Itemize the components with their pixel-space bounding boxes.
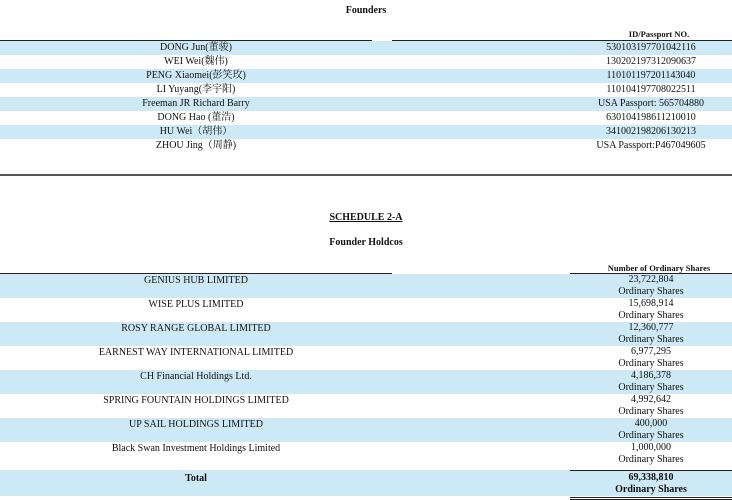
- shares-header: Number of Ordinary Shares: [607, 263, 711, 273]
- founder-name: LI Yuyang(李宇阳): [156, 84, 236, 95]
- founders-title: Founders: [345, 5, 387, 16]
- holdco-name: CH Financial Holdings Ltd.: [140, 371, 252, 382]
- holdco-unit: Ordinary Shares: [618, 310, 684, 321]
- table-row: [0, 139, 732, 153]
- holdco-name: EARNEST WAY INTERNATIONAL LIMITED: [98, 347, 294, 358]
- founder-name: DONG Hao (董浩): [157, 112, 235, 123]
- founder-id: 110104197708022511: [606, 84, 696, 95]
- total-rule-bottom-1: [570, 497, 732, 498]
- table-row: [0, 69, 732, 83]
- table-row: [0, 346, 732, 370]
- total-label: Total: [185, 473, 207, 484]
- holdco-unit: Ordinary Shares: [618, 406, 684, 417]
- founder-id: 341002198206130213: [606, 126, 696, 137]
- schedule-subtitle: Founder Holdcos: [329, 237, 403, 248]
- id-passport-header: ID/Passport NO.: [628, 29, 690, 39]
- table-row: [0, 370, 732, 394]
- holdco-unit: Ordinary Shares: [618, 430, 684, 441]
- holdco-shares: 1,000,000: [631, 442, 671, 453]
- total-shares: 69,338,810: [628, 472, 674, 483]
- holdco-unit: Ordinary Shares: [618, 382, 684, 393]
- table-row: [0, 274, 732, 298]
- holdco-unit: Ordinary Shares: [618, 334, 684, 345]
- table-row: [0, 55, 732, 69]
- founder-id: 130202197312090637: [606, 56, 696, 67]
- holdco-name: ROSY RANGE GLOBAL LIMITED: [121, 323, 271, 334]
- holdco-shares: 4,992,642: [631, 394, 671, 405]
- holdco-unit: Ordinary Shares: [618, 454, 684, 465]
- table-row: [0, 418, 732, 442]
- holdco-shares: 23,722,804: [628, 274, 674, 285]
- founder-name: DONG Jun(董骏): [160, 42, 232, 53]
- total-row: [0, 470, 732, 496]
- founder-name: WEI Wei(魏伟): [164, 56, 228, 67]
- table-row: [0, 298, 732, 322]
- section-divider: [0, 174, 732, 176]
- table-row: [0, 442, 732, 466]
- founder-id: 530103197701042116: [606, 42, 696, 53]
- table-row: [0, 394, 732, 418]
- holdco-shares: 6,977,295: [631, 346, 671, 357]
- table-row: [0, 83, 732, 97]
- founder-name: ZHOU Jing（周静): [155, 140, 237, 151]
- founder-id: 110101197201143040: [606, 70, 696, 81]
- holdco-shares: 4,186,378: [631, 370, 671, 381]
- schedule-title: SCHEDULE 2-A: [329, 212, 403, 223]
- holdco-name: GENIUS HUB LIMITED: [144, 275, 248, 286]
- founder-id: USA Passport:P467049605: [596, 140, 706, 151]
- total-unit: Ordinary Shares: [615, 484, 687, 495]
- holdco-shares: 15,698,914: [628, 298, 674, 309]
- total-rule-top: [570, 470, 732, 471]
- holdco-unit: Ordinary Shares: [618, 286, 684, 297]
- founder-id: USA Passport: 565704880: [597, 98, 705, 109]
- table-row: [0, 41, 732, 55]
- table-row: [0, 97, 732, 111]
- holdco-name: UP SAIL HOLDINGS LIMITED: [129, 419, 263, 430]
- holdco-unit: Ordinary Shares: [618, 358, 684, 369]
- founder-name: PENG Xiaomei(彭笑玫): [146, 70, 246, 81]
- holdco-shares: 400,000: [634, 418, 668, 429]
- founder-id: 630104198611210010: [606, 112, 696, 123]
- holdco-name: WISE PLUS LIMITED: [148, 299, 244, 310]
- holdco-name: SPRING FOUNTAIN HOLDINGS LIMITED: [103, 395, 289, 406]
- holdco-name: Black Swan Investment Holdings Limited: [111, 443, 281, 454]
- table-row: [0, 111, 732, 125]
- holdco-shares: 12,360,777: [628, 322, 674, 333]
- table-row: [0, 125, 732, 139]
- founder-name: HU Wei（胡伟）: [159, 126, 233, 137]
- founder-name: Freeman JR Richard Barry: [142, 98, 250, 109]
- table-row: [0, 322, 732, 346]
